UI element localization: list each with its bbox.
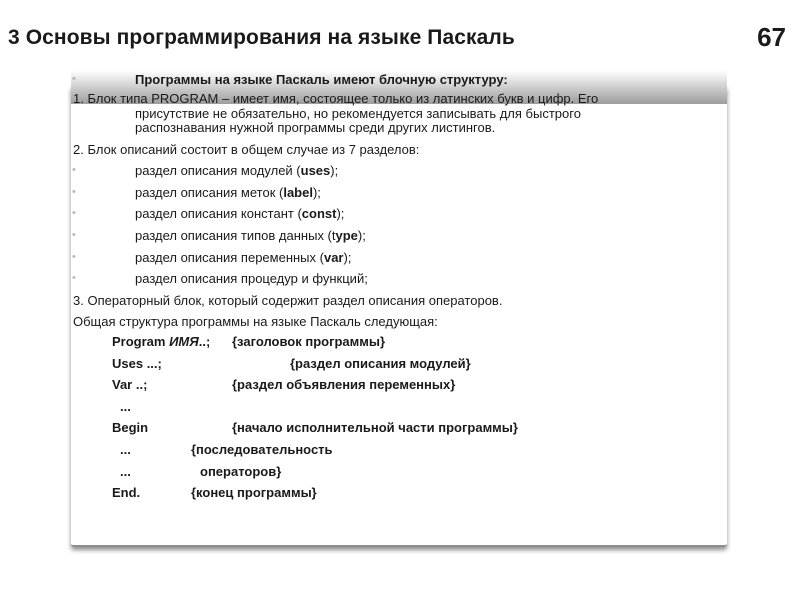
keyword: var [323,249,344,265]
bullet-dot-icon: • [72,272,76,285]
bullet-dot-icon: • [72,73,76,85]
section-bullet-item: • раздел описания констант (const); [71,203,731,225]
bullet-dot-icon: • [72,207,76,220]
keyword: label [283,184,313,200]
section-bullet-item: • раздел описания переменных (var); [71,247,731,269]
slide-number: 67 [757,22,786,52]
keyword: ype [335,227,358,243]
item2-line: 2. Блок описаний состоит в общем случае из 7 разделов: [73,141,420,157]
section-bullet-item: • раздел описания меток (label); [71,182,731,204]
var-comment: {раздел объявления переменных} [232,377,456,393]
bullet-dot-icon: • [72,250,76,263]
seq-comment-2: операторов} [200,463,282,479]
item3-line: 3. Операторный блок, который содержит раздел описания операторов. [73,292,503,308]
item1-line3: распознавания нужной программы среди других листингов. [135,120,496,136]
uses-comment: {раздел описания модулей} [290,355,471,371]
keyword: uses [300,163,331,179]
keyword: const [301,206,337,222]
item1-line1: 1. Блок типа PROGRAM – имеет имя, состоящее только из латинских букв и цифр. Его [73,90,599,106]
seq-comment-1: {последовательность [191,441,333,457]
bullet-dot-icon: • [72,164,76,177]
program-name: ИМЯ [169,334,199,349]
section-bullet-item: • раздел описания модулей (uses); [71,160,731,182]
begin-comment: {начало исполнительной части программы} [232,420,518,436]
program-comment: {заголовок программы} [232,334,386,349]
general-line: Общая структура программы на языке Паскаль следующая: [73,314,438,330]
bullet-dot-icon: • [72,228,76,241]
bullet-dot-icon: • [72,185,76,198]
section-bullet-item: • раздел описания процедур и функций; [71,268,731,290]
section-bullet-item: • раздел описания типов данных (type); [71,225,731,247]
intro-line: • Программы на языке Паскаль имеют блочную структуру: [71,69,731,91]
slide-title: 3 Основы программирования на языке Паскаль [8,26,515,49]
item1-line2: присутствие не обязательно, но рекомендуется записывать для быстрого [135,105,581,121]
end-comment: {конец программы} [191,485,317,501]
content-text [71,69,731,333]
bullet-list [71,160,731,290]
